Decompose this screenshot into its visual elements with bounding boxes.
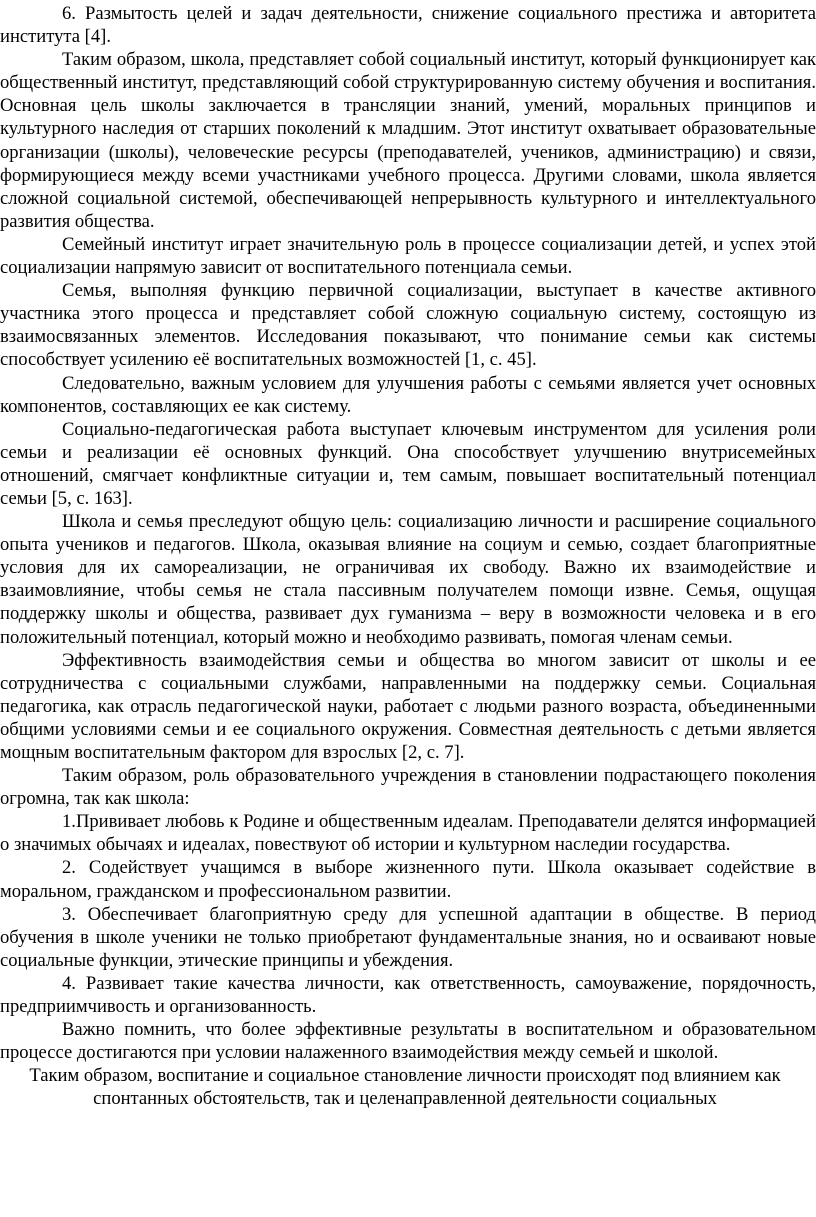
paragraph-family-socialization: Семья, выполняя функцию первичной социализации, выступает в качестве активного участника этого процесса и представляет собой сложную социальную систему, состоящую из взаимосвязанных элементов. Исследования показывают, что понимание семьи как системы способствует усилению её воспитательных возможностей [1, с. 45]. xyxy=(0,280,816,371)
paragraph-school-and-family: Школа и семья преследуют общую цель: социализацию личности и расширение социального опыта учеников и педагогов. Школа, оказывая влияние на социум и семью, создает благоприятные условия для их самореализации, не ограничивая их свободу. Важно их взаимодействие и взаимовлияние, чтобы семья не стала пассивным получателем помощи извне. Семья, ощущая поддержку школы и общества, развивает дух гуманизма – веру в возможности человека и в его положительный потенциал, который можно и необходимо развивать, помогая членам семьи. xyxy=(0,511,816,648)
paragraph-list-item-6: 6. Размытость целей и задач деятельности, снижение социального престижа и авторитета института [4]. xyxy=(0,3,816,48)
paragraph-final-conclusion: Таким образом, воспитание и социальное становление личности происходят под влиянием как спонтанных обстоятельств, так и целенаправленной деятельности социальных xyxy=(29,1065,781,1110)
paragraph-interaction-effectiveness: Эффективность взаимодействия семьи и общества во многом зависит от школы и ее сотрудничества с социальными службами, направленными на поддержку семьи. Социальная педагогика, как отрасль педагогической науки, работает с людьми разного возраста, объединенными общими условиями семьи и ее социального окружения. Совместная деятельность с детьми является мощным воспитательным фактором для взрослых [2, с. 7]. xyxy=(0,649,816,763)
paragraph-school-role-intro: Таким образом, роль образовательного учреждения в становлении подрастающего поколения огромна, так как школа: xyxy=(0,765,816,810)
paragraph-list-item-2: 2. Содействует учащимся в выборе жизненного пути. Школа оказывает содействие в моральном, гражданском и профессиональном развитии. xyxy=(0,857,816,902)
paragraph-list-item-4: 4. Развивает такие качества личности, как ответственность, самоуважение, порядочность, предприимчивость и организованность. xyxy=(0,972,816,1018)
paragraph-important-note: Важно помнить, что более эффективные результаты в воспитательном и образовательном процессе достигаются при условии налаженного взаимодействия между семьей и школой. xyxy=(0,1019,816,1064)
paragraph-school-institution: Таким образом, школа, представляет собой социальный институт, который функционирует как общественный институт, представляющий собой структурированную систему обучения и воспитания. Основная цель школы заключается в трансляции знаний, умений, моральных принципов и культурного наследия от старших поколений к младшим. Этот институт охватывает образовательные организации (школы), человеческие ресурсы (преподавателей, учеников, администрацию) и связи, формирующиеся между всеми участниками учебного процесса. Другими словами, школа является сложной социальной системой, обеспечивающей непрерывность культурного и интеллектуального развития общества. xyxy=(0,49,816,232)
paragraph-social-pedagogical-work: Социально-педагогическая работа выступает ключевым инструментом для усиления роли семьи и реализации её основных функций. Она способствует улучшению внутрисемейных отношений, смягчает конфликтные ситуации и, тем самым, повышает воспитательный потенциал семьи [5, с. 163]. xyxy=(0,418,816,509)
paragraph-family-institution: Семейный институт играет значительную роль в процессе социализации детей, и успех этой социализации напрямую зависит от воспитательного потенциала семьи. xyxy=(0,233,816,279)
paragraph-list-item-1: 1.Прививает любовь к Родине и общественным идеалам. Преподаватели делятся информацией о значимых обычаях и идеалах, повествуют об истории и культурном наследии государства. xyxy=(0,811,816,856)
paragraph-conclusion-family-work: Следовательно, важным условием для улучшения работы с семьями является учет основных компонентов, составляющих ее как систему. xyxy=(0,372,816,417)
paragraph-list-item-3: 3. Обеспечивает благоприятную среду для успешной адаптации в обществе. В период обучения в школе ученики не только приобретают фундаментальные знания, но и осваивают новые социальные функции, этические принципы и убеждения. xyxy=(0,903,816,971)
